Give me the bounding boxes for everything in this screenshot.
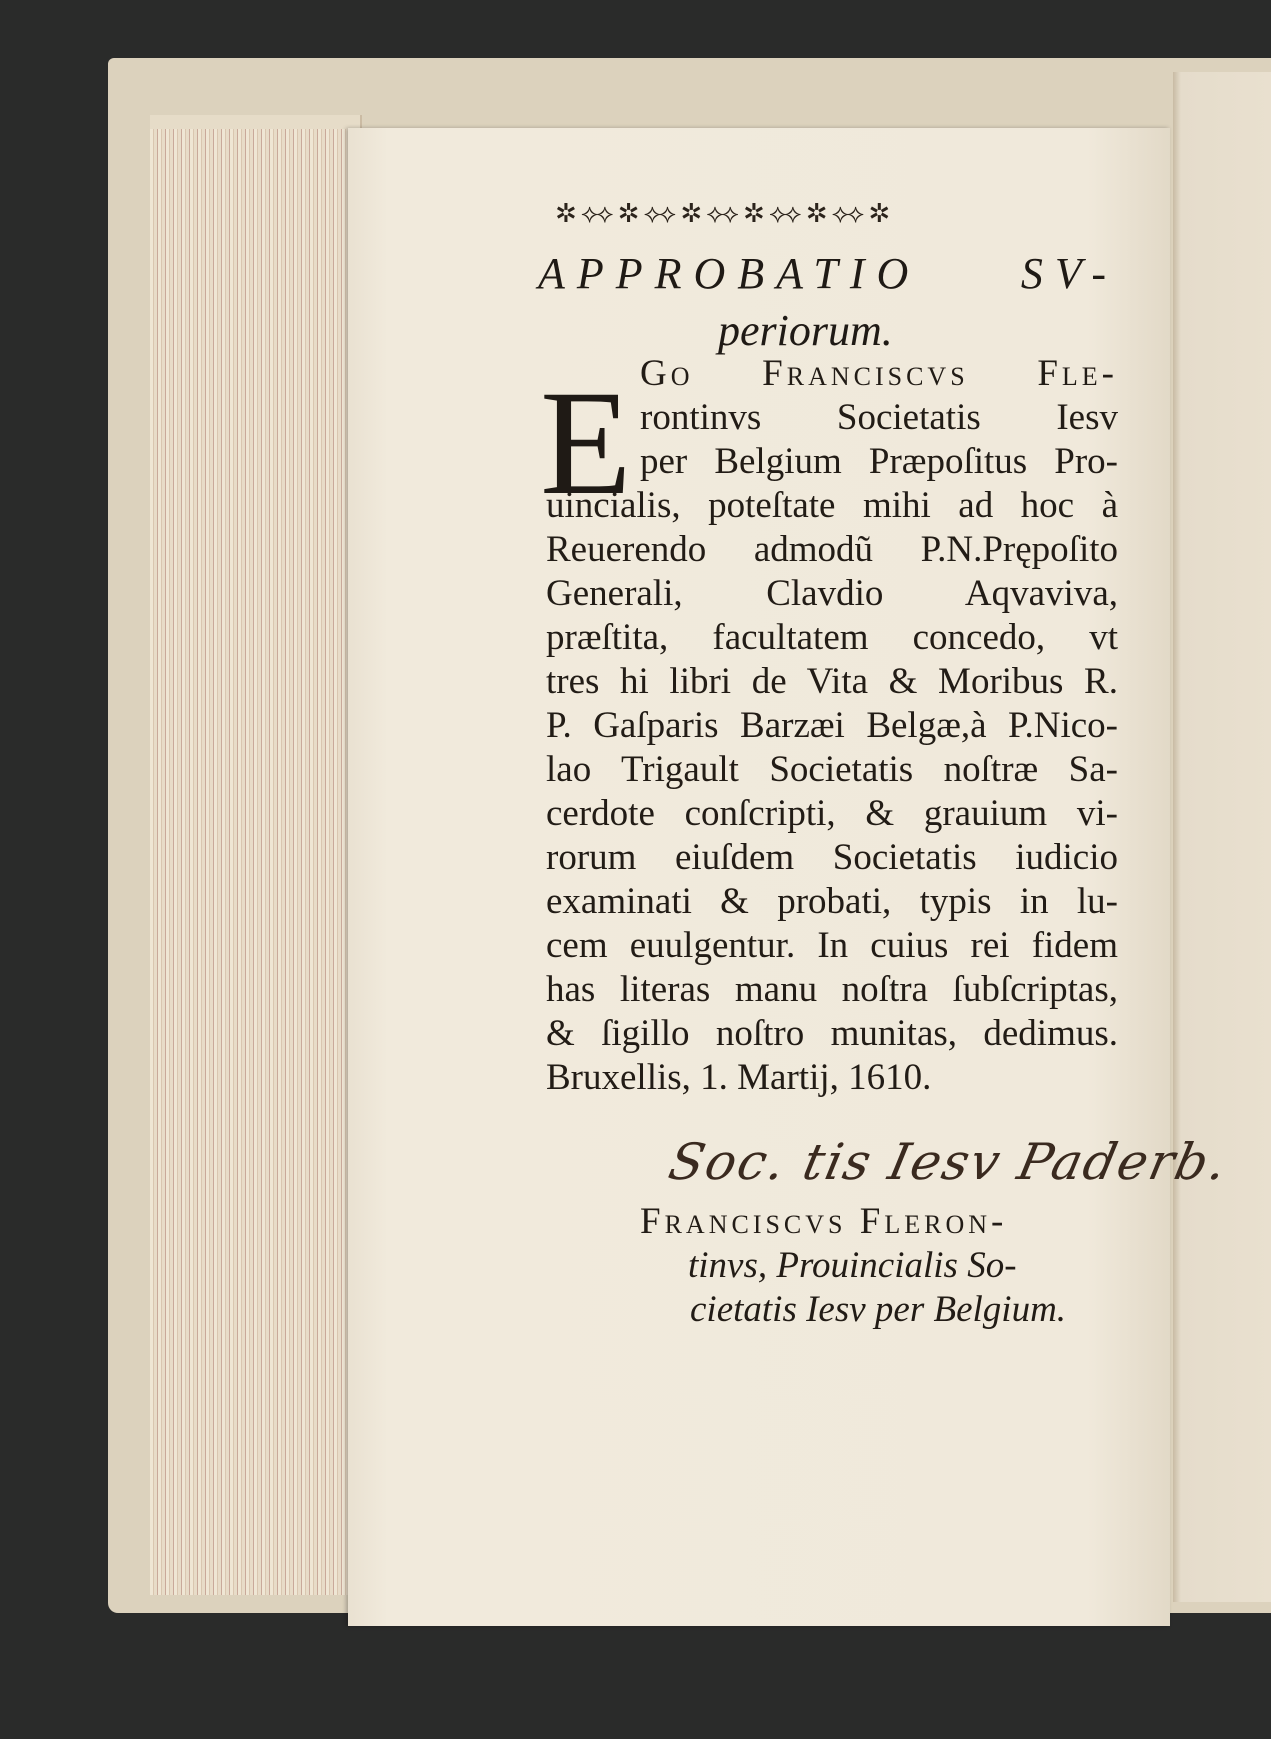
ornamental-headpiece: [555, 195, 1095, 233]
body-line-10: lao Trigault Societatis noſtræ Sa-: [546, 749, 1118, 790]
page-title-line1: [538, 248, 1118, 299]
body-line-14: cem euulgentur. In cuius rei fidem: [546, 925, 1118, 966]
body-line-7: præſtita, facultatem concedo, vt: [546, 617, 1118, 658]
body-line-4: uincialis, poteſtate mihi ad hoc à: [546, 485, 1118, 526]
body-line-17-date: Bruxellis, 1. Martij, 1610.: [546, 1057, 932, 1098]
subscription-line-2: tinvs, Prouincialis So-: [688, 1245, 1017, 1286]
body-line-13: examinati & probati, typis in lu-: [546, 881, 1118, 922]
title-word-1: APPROBATIO: [538, 249, 921, 298]
handwritten-signature: Soc. tis Iesv Paderb.: [663, 1133, 1234, 1191]
body-line-12: rorum eiuſdem Societatis iudicio: [546, 837, 1118, 878]
body-line-2: rontinvs Societatis Iesv: [640, 397, 1118, 438]
body-line-8: tres hi libri de Vita & Moribus R.: [546, 661, 1118, 702]
body-line-5: Reuerendo admodũ P.N.Prępoſito: [546, 529, 1118, 570]
body-line-16: & ſigillo noſtro munitas, dedimus.: [546, 1013, 1118, 1054]
title-word-2: SV-: [1020, 249, 1118, 298]
body-line-6: Generali, Clavdio Aqvaviva,: [546, 573, 1118, 614]
page-title-line2: periorum.: [718, 306, 893, 355]
page-edges: [150, 115, 362, 1595]
body-line-3: per Belgium Præpoſitus Pro-: [640, 441, 1118, 482]
drop-capital: E: [540, 360, 632, 526]
body-line-15: has literas manu noſtra ſubſcriptas,: [546, 969, 1118, 1010]
headpiece-ornament: ✲ ⟡⟡ ✲ ⟡⟡ ✲ ⟡⟡ ✲ ⟡⟡ ✲ ⟡⟡ ✲: [555, 198, 889, 229]
facing-page: [1173, 72, 1271, 1602]
body-line-1: Go Franciscvs Fle-: [640, 353, 1118, 394]
body-line-9: P. Gaſparis Barzæi Belgæ,à P.Nico-: [546, 705, 1118, 746]
subscription-line-3: cietatis Iesv per Belgium.: [690, 1289, 1067, 1330]
subscription-line-1: Franciscvs Fleron-: [640, 1201, 1008, 1242]
body-line-11: cerdote conſcripti, & grauium vi-: [546, 793, 1118, 834]
